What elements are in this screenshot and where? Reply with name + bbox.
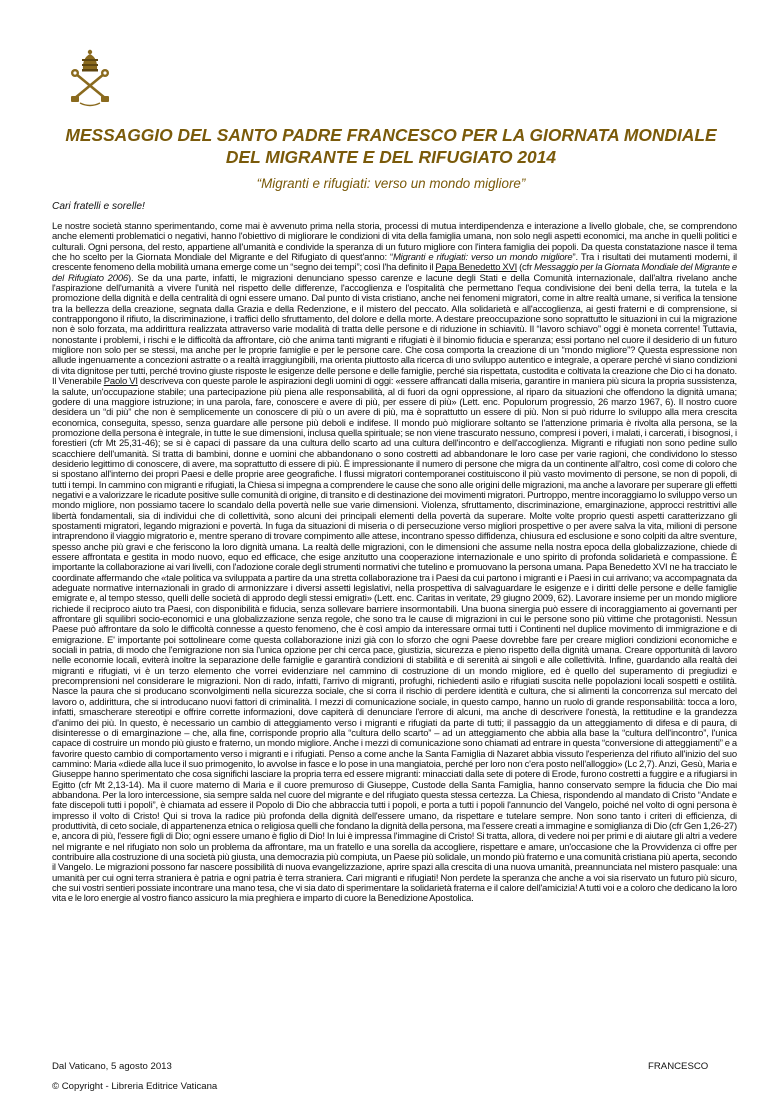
copyright-notice: © Copyright - Libreria Editrice Vaticana [52,1081,218,1092]
page-subtitle: “Migranti e rifugiati: verso un mondo migliore” [256,176,526,191]
papal-seal-icon [70,46,110,108]
body-text-part-4: ). Se da una parte, infatti, le migrazioni denunciano spesso carenze e lacune degli Stati e della Comunità internazionale, dall'altra rivelano anche l'aspirazione dell'umanità a vivere l'unità nel rispetto delle differenze, l'accoglienza e l'ospitalità che permettano l'equa condivisione dei beni della terra, la tutela e la promozione della dignità e della centralità di ogni essere umano. Dal punto di vista cristiano, anche nei fenomeni migratori, come in altre realtà umane, si verifica la tensione tra la bellezza della creazione, segnata dalla Grazia e della Redenzione, e il mistero del peccato. Alla solidarietà e all'accoglienza, ai gesti fraterni e di comprensione, si contrappongono il rifiuto, la discriminazione, i traffici dello sfruttamento, del dolore e della morte. A destare preoccupazione sono soprattutto le situazioni in cui la migrazione non è solo forzata, ma addirittura realizzata attraverso varie modalità di tratta delle persone e di riduzione in schiavitù. Il “lavoro schiavo” oggi è moneta corrente! Tuttavia, nonostante i problemi, i rischi e le difficoltà da affrontare, ciò che anima tanti migranti e rifugiati è il binomio fiducia e speranza; essi portano nel cuore il desiderio di un futuro migliore non solo per se stessi, ma anche per le proprie famiglie e per le persone care. Che cosa comporta la creazione di un “mondo migliore”? Questa espressione non allude ingenuamente a concezioni astratte o a realtà irraggiungibili, ma orienta piuttosto alla ricerca di uno sviluppo autentico e integrale, a operare perché vi siano condizioni di vita dignitose per tutti, perché trovino giuste risposte le esigenze delle persone e delle famiglie, perché sia rispettata, custodita e coltivata la creazione che Dio ci ha donato. Il Venerabile [52,272,737,388]
body-text-part-5: descriveva con queste parole le aspirazioni degli uomini di oggi: «essere affrancati dalla miseria, garantire in maniera più sicura la propria sussistenza, la salute, un'occupazione stabile; una partecipazione più piena alle responsabilità, al di fuori da ogni oppressione, al riparo da situazioni che offendono la dignità umana; godere di una maggiore istruzione; in una parola, fare, conoscere e avere di più, per essere di più» (Lett. enc. Populorum progressio, 26 marzo 1967, 6). Il nostro cuore desidera un “di più” che non è semplicemente un conoscere di più o un avere di più, ma è soprattutto un essere di più. Non si può ridurre lo sviluppo alla mera crescita economica, conseguita, spesso, senza guardare alle persone più deboli e indifese. Il mondo può migliorare soltanto se l'attenzione primaria è rivolta alla persona, se la promozione della persona è integrale, in tutte le sue dimensioni, inclusa quella spirituale; se non viene trascurato nessuno, compresi i poveri, i malati, i carcerati, i bisognosi, i forestieri (cfr Mt 25,31-46); se si è capaci di passare da una cultura dello scarto ad una cultura dell'incontro e dell'accoglienza. Migranti e rifugiati non sono pedine sullo scacchiere dell'umanità. Si tratta di bambini, donne e uomini che abbandonano o sono costretti ad abbandonare le loro case per varie ragioni, che condividono lo stesso desiderio legittimo di conoscere, di avere, ma soprattutto di essere di più. È impressionante il numero di persone che migra da un continente all'altro, così come di coloro che si spostano all'interno dei propri Paesi e delle proprie aree geografiche. I flussi migratori contemporanei costituiscono il più vasto movimento di persone, se non di popoli, di tutti i tempi. In cammino con migranti e rifugiati, la Chiesa si impegna a comprendere le cause che sono alle origini delle migrazioni, ma anche a lavorare per superare gli effetti negativi e a valorizzare le ricadute positive sulle comunità di origine, di transito e di destinazione dei movimenti migratori. Purtroppo, mentre incoraggiamo lo sviluppo verso un mondo migliore, non possiamo tacere lo scandalo della povertà nelle sue varie dimensioni. Violenza, sfruttamento, discriminazione, emarginazione, approcci restrittivi alle libertà fondamentali, sia di individui che di collettività, sono alcuni dei principali elementi della povertà da superare. Molte volte proprio questi aspetti caratterizzano gli spostamenti migratori, legando migrazioni e povertà. In fuga da situazioni di miseria o di persecuzione verso migliori prospettive o per avere salva la vita, milioni di persone intraprendono il viaggio migratorio e, mentre sperano di trovare compimento alle attese, incontrano spesso diffidenza, chiusura ed esclusione e sono colpiti da altre sventure, spesso anche più gravi e che feriscono la loro dignità umana. La realtà delle migrazioni, con le dimensioni che assume nella nostra epoca della globalizzazione, chiede di essere affrontata e gestita in modo nuovo, equo ed efficace, che esige anzitutto una cooperazione internazionale e uno spirito di profonda solidarietà e compassione. È importante la collaborazione ai vari livelli, con l'adozione corale degli strumenti normativi che tutelino e promuovano la persona umana. Papa Benedetto XVI ne ha tracciato le coordinate affermando che «tale politica va sviluppata a partire da una stretta collaborazione tra i Paesi da cui partono i migranti e i Paesi in cui arrivano; va accompagnata da adeguate normative internazionali in grado di armonizzare i diversi assetti legislativi, nella prospettiva di salvaguardare le esigenze e i diritti delle persone e delle famiglie emigrate e, al tempo stesso, quelli delle società di approdo degli stessi emigrati» (Lett. enc. Caritas in veritate, 29 giugno 2009, 62). Lavorare insieme per un mondo migliore richiede il reciproco aiuto tra Paesi, con disponibilità e fiducia, senza sollevare barriere insormontabili. Una buona sinergia può essere di incoraggiamento ai governanti per affrontare gli squilibri socio-economici e una globalizzazione senza regole, che sono tra le cause di migrazioni in cui le persone sono più vittime che protagonisti. Nessun Paese può affrontare da solo le difficoltà connesse a questo fenomeno, che è così ampio da interessare ormai tutti i Continenti nel duplice movimento di immigrazione e di emigrazione. E' importante poi sottolineare come questa collaborazione inizi già con lo sforzo che ogni Paese dovrebbe fare per creare migliori condizioni economiche e sociali in patria, di modo che l'emigrazione non sia l'unica opzione per chi cerca pace, giustizia, sicurezza e pieno rispetto della dignità umana. Creare opportunità di lavoro nelle economie locali, eviterà inoltre la separazione delle famiglie e garantirà condizioni di stabilità e di serenità ai singoli e alle collettività. Infine, guardando alla realtà dei migranti e rifugiati, vi è un terzo elemento che vorrei evidenziare nel cammino di costruzione di un mondo migliore, ed è quello del superamento di pregiudizi e precomprensioni nel considerare le migrazioni. Non di rado, infatti, l'arrivo di migranti, profughi, richiedenti asilo e rifugiati suscita nelle popolazioni locali sospetti e ostilità. Nasce la paura che si producano sconvolgimenti nella sicurezza sociale, che si corra il rischio di perdere identità e cultura, che si alimenti la concorrenza sul mercato del lavoro o, addirittura, che si introducano nuovi fattori di criminalità. I mezzi di comunicazione sociale, in questo campo, hanno un ruolo di grande responsabilità: tocca a loro, infatti, smascherare stereotipi e offrire corrette informazioni, dove capiterà di denunciare l'errore di alcuni, ma anche di descrivere l'onestà, la rettitudine e la grandezza d'animo dei più. In questo, è necessario un cambio di atteggiamento verso i migranti e rifugiati da parte di tutti; il passaggio da un atteggiamento di difesa e di paura, di disinteresse o di emarginazione – che, alla fine, corrisponde proprio alla “cultura dello scarto” – ad un atteggiamento che abbia alla base la “cultura dell'incontro”, l'unica capace di costruire un mondo più giusto e fraterno, un mondo migliore. Anche i mezzi di comunicazione sono chiamati ad entrare in questa “conversione di atteggiamenti” e a favorire questo cambio di comportamento verso i migranti e i rifugiati. Penso a come anche la Santa Famiglia di Nazaret abbia vissuto l'esperienza del rifiuto all'inizio del suo cammino: Maria «diede alla luce il suo primogenito, lo avvolse in fasce e lo pose in una mangiatoia, perché per loro non c'era posto nell'alloggio» (Lc 2,7). Anzi, Gesù, Maria e Giuseppe hanno sperimentato che cosa significhi lasciare la propria terra ed essere migranti: minacciati dalla sete di potere di Erode, furono costretti a fuggire e a rifugiarsi in Egitto (cfr Mt 2,13-14). Ma il cuore materno di Maria e il cuore premuroso di Giuseppe, Custode della Santa Famiglia, hanno conservato sempre la fiducia che Dio mai abbandona. Per la loro intercessione, sia sempre salda nel cuore del migrante e del rifugiato questa stessa certezza. La Chiesa, rispondendo al mandato di Cristo “Andate e fate discepoli tutti i popoli”, è chiamata ad essere il Popolo di Dio che abbraccia tutti i popoli, e porta a tutti i popoli l'annuncio del Vangelo, poiché nel volto di ogni persona è impresso il volto di Cristo! Qui si trova la radice più profonda della dignità dell'essere umano, da rispettare e tutelare sempre. Non sono tanto i criteri di efficienza, di produttività, di ceto sociale, di appartenenza etnica o religiosa quelli che fondano la dignità della persona, ma l'essere creati a immagine e somiglianza di Dio (cfr Gen 1,26-27) e, ancora di più, l'essere figli di Dio; ogni essere umano è figlio di Dio! In lui è impressa l'immagine di Cristo! Si tratta, allora, di vedere noi per primi e di aiutare gli altri a vedere nel migrante e nel rifugiato non solo un problema da affrontare, ma un fratello e una sorella da accogliere, rispettare e amare, un'occasione che la Provvidenza ci offre per contribuire alla costruzione di una società più giusta, una democrazia più compiuta, un Paese più solidale, un mondo più fraterno e una comunità cristiana più aperta, secondo il Vangelo. Le migrazioni possono far nascere possibilità di nuova evangelizzazione, aprire spazi alla crescita di una nuova umanità, preannunciata nel mistero pasquale: una umanità per cui ogni terra straniera è patria e ogni patria è terra straniera. Cari migranti e rifugiati! Non perdete la speranza che anche a voi sia riservato un futuro più sicuro, che sui vostri sentieri possiate incontrare una mano tesa, che vi sia dato di sperimentare la solidarietà fraterna e il calore dell'amicizia! A tutti voi e a coloro che dedicano la loro vita e le loro energie al vostro fianco assicuro la mia preghiera e imparto di cuore la Benedizione Apostolica. [52,376,738,905]
title-line-1: MESSAGGIO DEL SANTO PADRE FRANCESCO PER LA GIORNATA MONDIALE [65,125,717,145]
body-text-part-3: (cfr [517,262,535,274]
date-line: Dal Vaticano, 5 agosto 2013 [52,1061,172,1072]
paolo-vi-link[interactable]: Paolo VI [103,376,138,388]
title-line-2: DEL MIGRANTE E DEL RIFUGIATO 2014 [225,147,557,167]
signature: FRANCESCO [648,1061,709,1072]
body-text-part-1: Le nostre società stanno sperimentando, come mai è avvenuto prima nella storia, processi di mutua interdipendenza e interazione a livello globale, che, se comprendono anche elementi problematici o negativi, hanno l'obiettivo di migliorare le condizioni di vita della famiglia umana, non solo negli aspetti economici, ma anche in quelli politici e culturali. Ogni persona, del resto, appartiene all'umanità e condivide la speranza di un futuro migliore con l'intera famiglia dei popoli. Da questa constatazione nasce il tema che ho scelto per la Giornata Mondiale del Migrante e del Rifugiato di quest'anno: “ [52,221,737,264]
page-title [0,124,782,168]
message-body [52,222,737,905]
message-theme: Migranti e rifugiati: verso un mondo migliore [392,252,573,264]
greeting: Cari fratelli e sorelle! [52,201,145,212]
body-text-part-2: ”. Tra i risultati dei mutamenti moderni, il crescente fenomeno della mobilità umana emerge come un “segno dei tempi”; così l'ha definito il [52,252,737,274]
benedetto-xvi-link[interactable]: Papa Benedetto XVI [435,262,518,274]
messaggio-2006-link[interactable]: Messaggio per la Giornata Mondiale del Migrante e del Rifugiato 2006 [52,262,737,284]
